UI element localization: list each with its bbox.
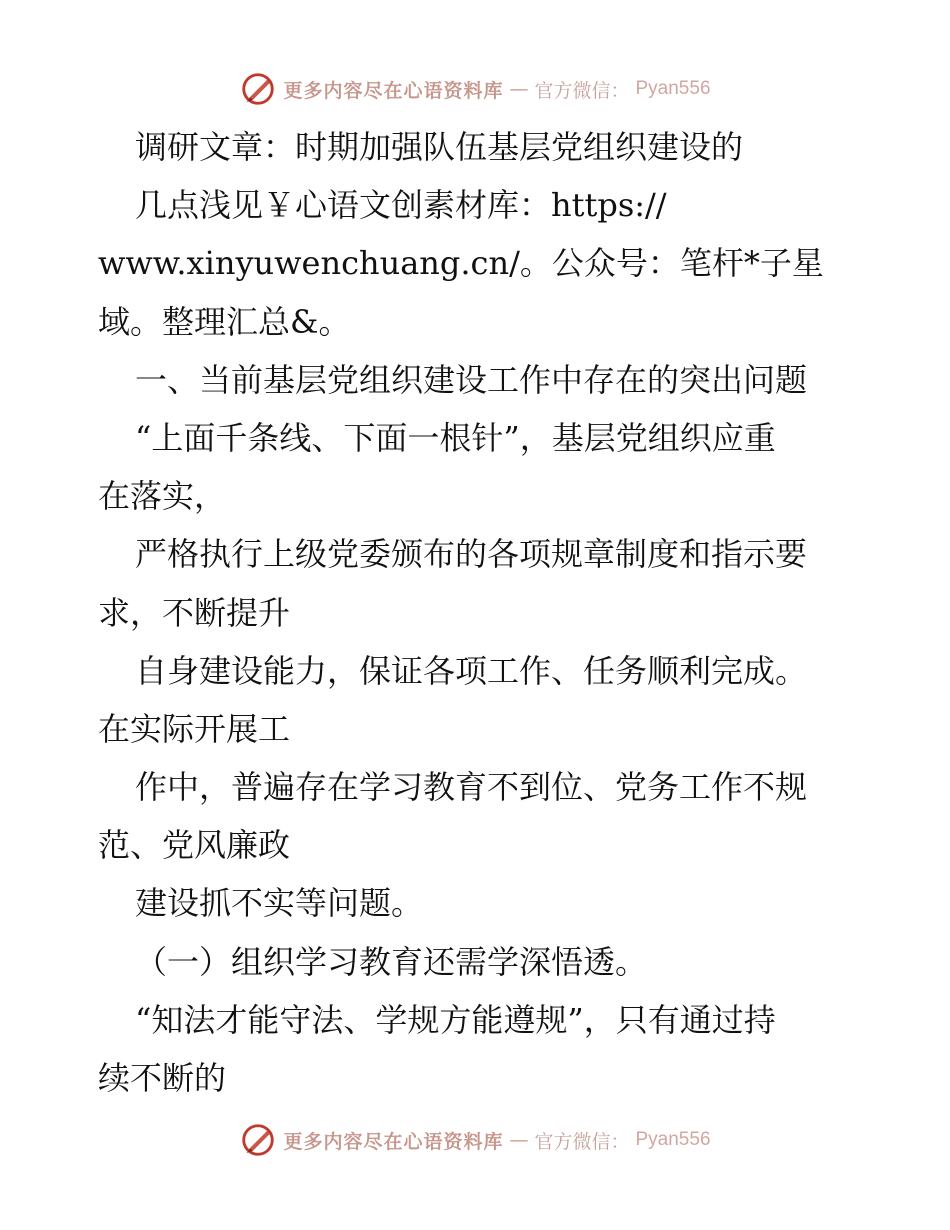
watermark-label: 官方微信：: [534, 79, 630, 102]
watermark-brand: 更多内容尽在心语资料库: [283, 1130, 504, 1153]
text-line: 几点浅见￥心语文创素材库：https://: [135, 186, 667, 225]
text-line: 求，不断提升: [98, 593, 291, 632]
text-line: 建设抓不实等问题。: [135, 884, 424, 923]
text-line: 严格执行上级党委颁布的各项规章制度和指示要: [135, 535, 808, 574]
text-line: “知法才能守法、学规方能遵规”，只有通过持: [135, 1000, 776, 1039]
watermark-account: Pyan556: [635, 1129, 711, 1150]
text-line: 在落实，: [98, 477, 227, 516]
pen-logo-icon: [239, 70, 277, 108]
watermark-account: Pyan556: [635, 78, 711, 99]
pen-logo-icon: [239, 1121, 277, 1159]
text-line: 域。整理汇总&。: [98, 302, 351, 341]
text-line: 一、当前基层党组织建设工作中存在的突出问题: [135, 360, 808, 399]
text-line: 在实际开展工: [98, 709, 291, 748]
text-line: www.xinyuwenchuang.cn/。公众号：笔杆*子星: [98, 244, 824, 283]
document-body: [98, 118, 858, 1107]
text-line: （一）组织学习教育还需学深悟透。: [135, 942, 648, 981]
footer-watermark: [0, 1121, 950, 1159]
text-line: 范、党风廉政: [98, 826, 291, 865]
watermark-dash: —: [509, 78, 529, 100]
text-line: 作中，普遍存在学习教育不到位、党务工作不规: [135, 768, 808, 807]
watermark-brand: 更多内容尽在心语资料库: [283, 79, 504, 102]
watermark-dash: —: [509, 1129, 529, 1151]
header-watermark: [0, 70, 950, 108]
watermark-label: 官方微信：: [534, 1130, 630, 1153]
text-line: 自身建设能力，保证各项工作、任务顺利完成。: [135, 651, 808, 690]
text-line: 续不断的: [98, 1059, 227, 1097]
text-line: “上面千条线、下面一根针”，基层党组织应重: [135, 418, 776, 457]
text-line: 调研文章：时期加强队伍基层党组织建设的: [135, 128, 744, 166]
